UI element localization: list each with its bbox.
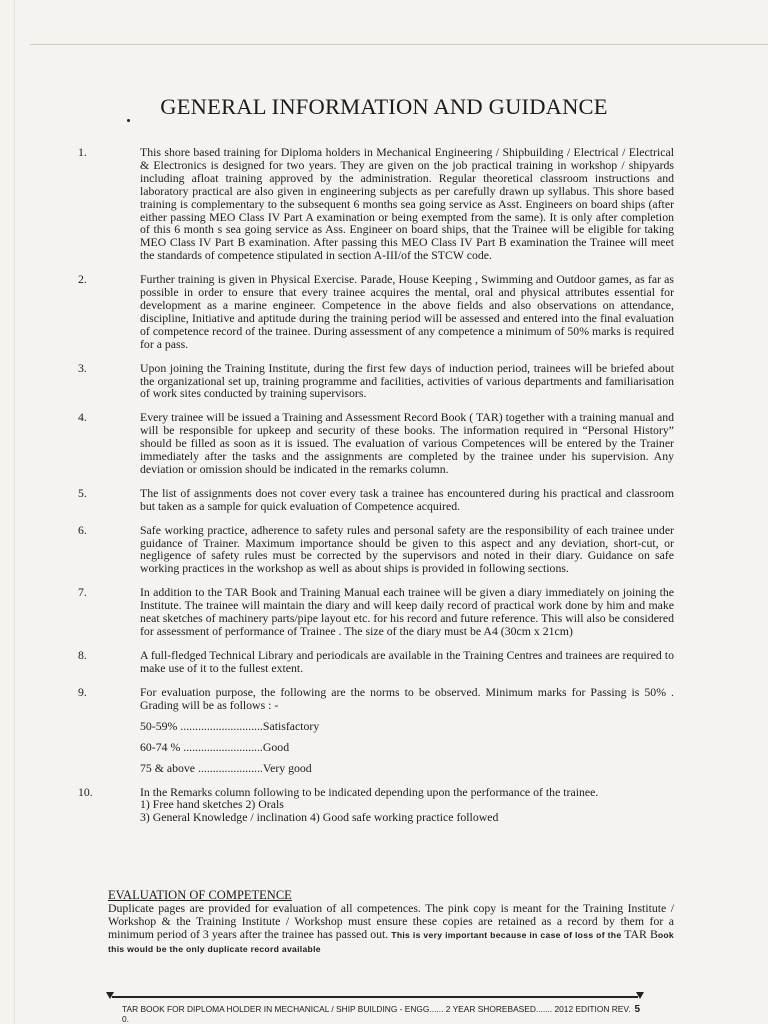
list-item [78,684,674,775]
item-text: A full-fledged Technical Library and periodicals are available in the Training Centres and trainees are required to make use of it to the fullest extent. [140,647,674,675]
triangle-marker-icon [106,992,114,999]
important-note: This is very important because in case of loss of the [391,930,622,940]
item-number: 9. [78,684,87,699]
page-edge-line [14,0,15,1024]
item-number: 10. [78,784,93,799]
item-text: In the Remarks column following to be indicated depending upon the performance of the trainee. [140,784,599,799]
list-item [78,145,674,263]
remarks-line: 3) General Knowledge / inclination 4) Good safe working practice followed [140,810,499,825]
grade-label: Good [262,739,290,754]
list-item [78,485,674,513]
item-number: 1. [78,145,87,159]
grade-row [140,741,674,754]
section-body [108,902,674,956]
footer-text: TAR BOOK FOR DIPLOMA HOLDER IN MECHANICAL / SHIP BUILDING - ENGG...... 2 YEAR SHOREBASED....... 2012 EDITION REV. 0. [122,1004,631,1024]
list-item [78,410,674,476]
grade-row [140,762,674,775]
list-item [78,272,674,351]
list-item [78,784,674,825]
section-heading: EVALUATION OF COMPETENCE [108,888,292,902]
evaluation-section [108,888,674,956]
item-number: 8. [78,647,87,662]
remarks-line: 1) Free hand sketches 2) Orals [140,797,284,812]
grade-range: 50-59% ............................ [140,718,263,733]
item-text: Every trainee will be issued a Training and Assessment Record Book ( TAR) together with a training manual and will be responsible for upkeep and security of these books. The information required in “Personal History” should be filled as soon as it is issued. The evaluation of various Competences will be entered by the Trainer immediately after the tasks and the assignments are completed by the trainee under his supervision. Any deviation or omission should be indicated in the remarks column. [140,410,674,476]
grade-range: 75 & above ...................... [140,760,263,775]
grade-label: Very good [262,760,312,775]
item-text: For evaluation purpose, the following are the norms to be observed. Minimum marks for Passing is 50% . Grading will be as follows : - [140,684,674,712]
item-text: This shore based training for Diploma holders in Mechanical Engineering / Shipbuilding / Electrical / Electrical & Electronics is designed for two years. They are given on the job practical training in workshop / shipyards including afloat training approved by the administration. Regular theoretical classroom instructions and laboratory practical are also given in engineering subjects as per carefully drawn up syllabus. This shore based training is complementary to the subsequent 6 months sea going service as Asst. Engineers on board ships (after either passing MEO Class IV Part A examination or being exempted from the same). It is only after completion of this 6 month s sea going service as Ass. Engineer on board ships, that the Trainee will be eligible for taking MEO Class IV Part B examination. After passing this MEO Class IV Part B examination the Trainee will meet the standards of competence stipulated in section A-III/of the STCW code. [140,145,674,263]
list-item [78,360,674,401]
item-text: In addition to the TAR Book and Training Manual each trainee will be given a diary immediately on joining the Institute. The trainee will maintain the diary and will keep daily record of practical work done by him and make neat sketches of machinery parts/pipe layout etc. for his record and future reference. This will also be considered for assessment of performance of Trainee . The size of the diary must be A4 (30cm x 21cm) [140,585,674,638]
important-note-end: ook this would be the only duplicate record available [108,930,674,954]
grading-table [140,720,674,775]
page-number: 5 [634,1004,640,1015]
top-rule [30,44,768,45]
page-title: GENERAL INFORMATION AND GUIDANCE [160,94,608,119]
list-item [78,647,674,675]
item-number: 6. [78,522,87,537]
section-text: Duplicate pages are provided for evaluation of all competences. The pink copy is meant for the Training Institute / Workshop & the Training Institute / Workshop must ensure these copies are retained as a record by them for a minimum period of 3 years after the trainee has passed out. [108,901,674,941]
grade-row [140,720,674,733]
grade-range: 60-74 % ........................... [140,739,263,754]
item-number: 3. [78,360,87,375]
item-text: Safe working practice, adherence to safety rules and personal safety are the responsibility of each trainee under guidance of Trainer. Maximum importance should be given to this aspect and any deviation, short-cut, or negligence of safety rules must be corrected by the supervisors and noted in their diary. Guidance on safe working practices in the workshop as well as about ships is provided in following sections. [140,522,674,576]
item-number: 4. [78,410,87,425]
item-text: Further training is given in Physical Exercise. Parade, House Keeping , Swimming and Outdoor games, as far as possible in order to ensure that every trainee acquires the mental, oral and physical attributes essential for development as a marine engineer. Competence in the above fields and also observations on attendance, discipline, Initiative and aptitude during the training period will be assessed and entered into the final evaluation of competence record of the trainee. During assessment of any competence a minimum of 50% marks is required for a pass. [140,272,674,351]
guidance-list [78,145,674,835]
page-footer [112,996,640,1024]
list-item [78,585,674,638]
item-number: 2. [78,272,87,287]
list-item [78,522,674,576]
item-number: 7. [78,585,87,600]
grade-label: Satisfactory [262,718,320,733]
item-text: The list of assignments does not cover every task a trainee has encountered during his practical and classroom but taken as a sample for quick evaluation of Competence acquired. [140,485,674,513]
tar-label: TAR B [624,927,658,941]
item-text: Upon joining the Training Institute, during the first few days of induction period, trainees will be briefed about the organizational set up, training programme and facilities, activities of various departments and familiarisation of work sites conducted by training supervisors. [140,360,674,401]
item-number: 5. [78,485,87,500]
triangle-marker-icon [636,992,644,999]
